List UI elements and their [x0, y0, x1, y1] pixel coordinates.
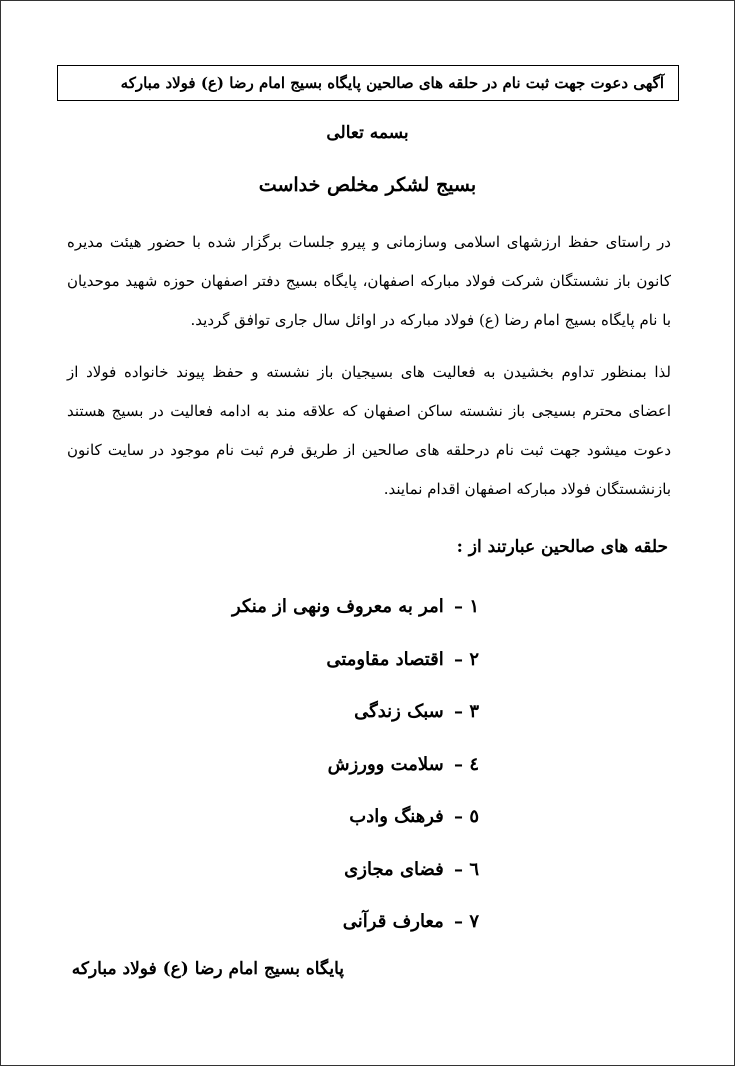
list-item-label: اقتصاد مقاومتی [326, 648, 444, 670]
salutation: بسمه تعالی [326, 123, 409, 143]
circles-list [232, 589, 479, 957]
list-item-number: ۳ – [454, 701, 479, 722]
list-item-label: سلامت وورزش [327, 753, 444, 775]
list-item-number: ٦ – [454, 858, 479, 880]
list-item [232, 694, 479, 747]
announcement-title: آگهی دعوت جهت ثبت نام در حلقه های صالحین پایگاه بسیج امام رضا (ع) فولاد مبارکه [57, 65, 679, 101]
list-item [232, 904, 479, 957]
list-item-label: فضای مجازی [344, 858, 444, 880]
list-item [232, 852, 479, 905]
footer-signature: پایگاه بسیج امام رضا (ع) فولاد مبارکه [71, 959, 344, 979]
list-item-label: معارف قرآنی [342, 911, 444, 932]
list-item [232, 642, 479, 695]
list-item-label: امر به معروف ونهی از منکر [231, 596, 444, 617]
list-item-number: ۱ – [454, 596, 479, 617]
list-item [232, 589, 479, 642]
list-item-label: سبک زندگی [354, 701, 444, 722]
paragraph-2: لذا بمنظور تداوم بخشیدن به فعالیت های بسیجیان باز نشسته و حفظ پیوند خانواده فولاد از اعضای محترم بسیجی باز نشسته ساکن اصفهان که علاقه مند به ادامه فعالیت در بسیج هستند دعوت میشود جهت ثبت نام درحلقه های صالحین از طریق فرم ثبت نام موجود در سایت کانون بازنشستگان فولاد مبارکه اصفهان اقدام نمایند. [67, 363, 671, 498]
list-item-number: ۲ – [454, 648, 479, 670]
list-item-number: ۷ – [454, 911, 479, 932]
motto: بسیج لشکر مخلص خداست [258, 174, 477, 196]
list-item-label: فرهنگ وادب [349, 806, 444, 827]
list-item-number: ٤ – [454, 753, 479, 775]
paragraph-1: در راستای حفظ ارزشهای اسلامی وسازمانی و پیرو جلسات برگزار شده با حضور هیئت مدیره کانون باز نشستگان شرکت فولاد مبارکه اصفهان، پایگاه بسیج دفتر اصفهان حوزه شهید موحدیان با نام پایگاه بسیج امام رضا (ع) فولاد مبارکه در اوائل سال جاری توافق گردید. [67, 233, 671, 329]
list-item-number: ٥ – [454, 806, 479, 827]
list-item [232, 747, 479, 800]
list-item [232, 799, 479, 852]
list-heading: حلقه های صالحین عبارتند از : [456, 537, 668, 557]
